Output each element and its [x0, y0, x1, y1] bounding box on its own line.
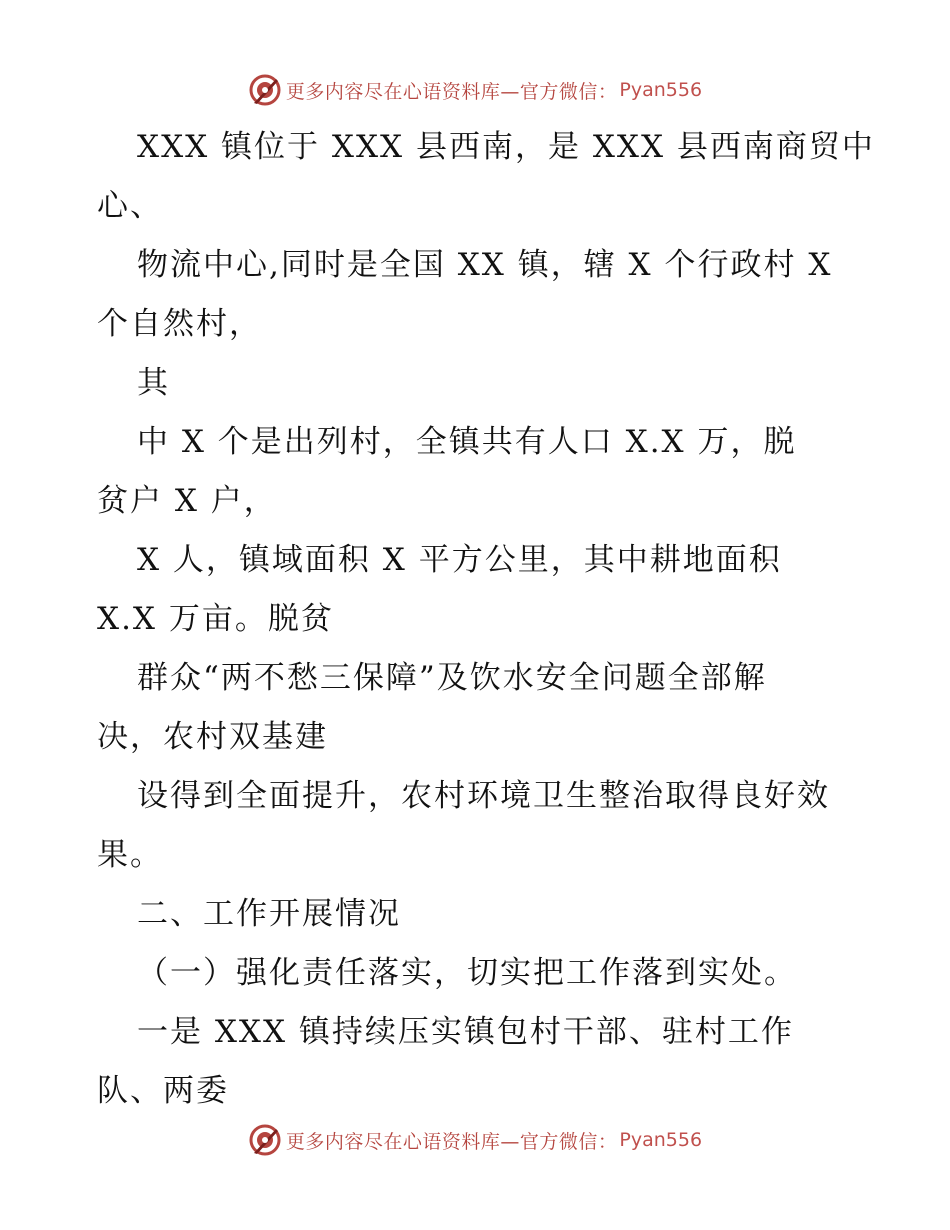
header-banner-wechat-id: Pyan556 [619, 79, 703, 101]
text-line: 物流中心,同时是全国 XX 镇，辖 X 个行政村 X [137, 247, 833, 283]
text-line: 群众“两不愁三保障”及饮水安全问题全部解 [137, 660, 767, 696]
footer-banner-wechat-id: Pyan556 [619, 1129, 703, 1151]
footer-banner [0, 1120, 950, 1160]
text-line: 队、两委 [97, 1073, 229, 1109]
header-banner-text: 更多内容尽在心语资料库—官方微信： [285, 80, 618, 103]
subsection-heading: （一）强化责任落实，切实把工作落到实处。 [137, 955, 797, 991]
text-line: 心、 [97, 188, 163, 224]
footer-banner-text: 更多内容尽在心语资料库—官方微信： [285, 1130, 618, 1153]
text-line: 个自然村， [97, 306, 262, 342]
text-line: 贫户 X 户， [97, 483, 277, 519]
header-banner [0, 70, 950, 110]
text-line: XXX 镇位于 XXX 县西南，是 XXX 县西南商贸中 [137, 129, 875, 165]
text-line: 果。 [97, 837, 163, 873]
text-line: 其 [137, 365, 170, 401]
section-heading: 二、工作开展情况 [137, 896, 401, 932]
document-body [97, 118, 875, 1121]
text-line: 决，农村双基建 [97, 719, 328, 755]
text-line: 中 X 个是出列村，全镇共有人口 X.X 万，脱 [137, 424, 797, 460]
quill-seal-icon [248, 73, 282, 107]
text-line: X.X 万亩。脱贫 [97, 601, 334, 637]
text-line: 设得到全面提升，农村环境卫生整治取得良好效 [137, 778, 830, 814]
quill-seal-icon [248, 1123, 282, 1157]
text-line: 一是 XXX 镇持续压实镇包村干部、驻村工作 [137, 1014, 794, 1050]
text-line: X 人，镇域面积 X 平方公里，其中耕地面积 [137, 542, 782, 578]
